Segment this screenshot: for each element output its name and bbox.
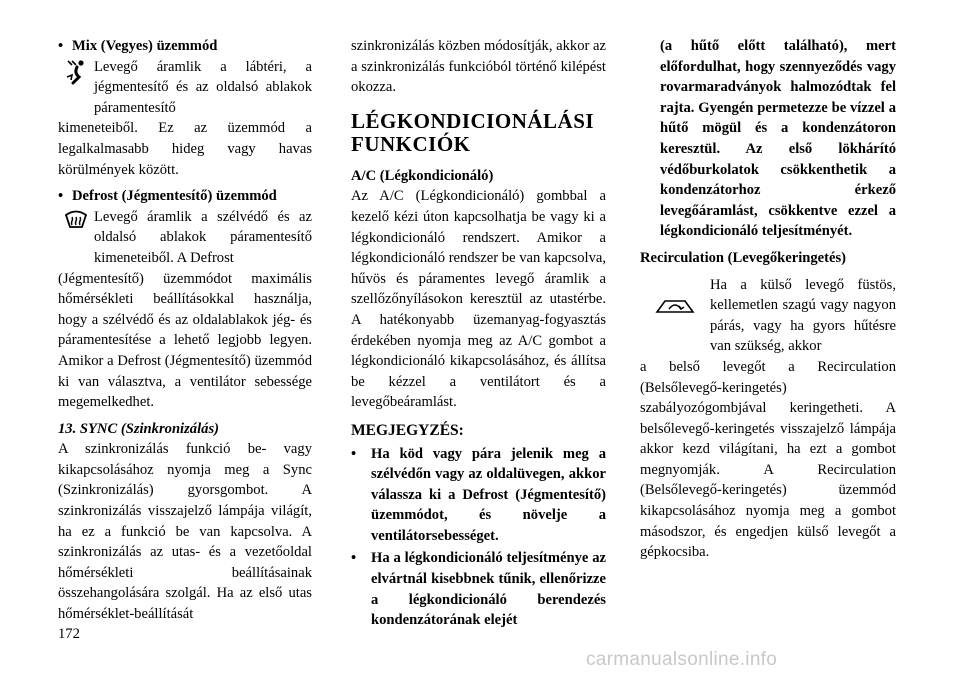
bullet: • (58, 38, 64, 54)
recirc-heading: Recirculation (Levegőkeringetés) (640, 249, 847, 266)
column-right (640, 36, 896, 563)
mix-text: kimeneteiből. Ez az üzemmód a legalkalmasabb hideg vagy havas körülmények között. (58, 120, 312, 178)
defrost-paragraph (58, 207, 312, 269)
note-item-1 (351, 444, 606, 547)
ac-text: Az A/C (Légkondicionáló) gombbal a kezelő kézi úton kapcsolhatja be vagy ki a légkondicionáló rendszert. Amikor a légkondicionáló rendszer be van kapcsolva, hűvös és páramentes levegő áramlik a szellőzőnyílásokon keresztül az utastérbe. A hatékonyabb üzemanyag-fogyasztás érdekében nyomja meg az A/C gombot a légkondicionáló kikapcsolásához, és állítsa be kézzel a ventilátort és a levegőbeáramlást. (351, 188, 606, 411)
note-item-2 (351, 548, 606, 630)
mix-text-indented: Levegő áramlik a lábtéri, a jégmentesítő és az oldalsó ablakok páramentesítő (94, 58, 312, 116)
page-number: 172 (58, 626, 80, 642)
recirc-paragraph (640, 275, 896, 357)
defrost-text: (Jégmentesítő) üzemmódot maximális hőmérsékleti beállításokkal használja, hogy a szélvédő és az oldalablakok jég- és páramentesítése a lehető legjobb legyen. Amikor a Defrost (Jégmentesítő) üzemmód ki van választva, a ventilátor sebessége megemelkedhet. (58, 270, 312, 411)
bullet: • (351, 445, 357, 462)
note-heading: MEGJEGYZÉS: (351, 421, 464, 439)
mix-paragraph (58, 57, 312, 119)
note-text-1: Ha köd vagy pára jelenik meg a szélvédőn vagy az oldalüvegen, akkor válassza ki a Defrost (Jégmentesítő) üzemmódot, és növelje a ventilátorsebességet. (371, 445, 606, 544)
defrost-text-indented: Levegő áramlik a szélvédő és az oldalsó ablakok páramentesítő kimeneteiből. A Defrost (94, 208, 312, 266)
section-title: LÉGKONDICIONÁLÁSI FUNKCIÓK (351, 108, 595, 156)
sync-heading: 13. SYNC (Szinkronizálás) (58, 420, 219, 437)
recirc-text: a belső levegőt a Recirculation (Belsőlevegő-keringetés) szabályozógombjával keringetheti. A belsőlevegő-keringetés visszajelző lámpája akkor kezd világítani, ha ezt a gombot megnyomják. A Recirculation (Belsőlevegő-keringetés) üzemmód kikapcsolásához nyomja meg a gombot másodszor, és engedjen külső levegőt a gépkocsiba. (640, 358, 896, 561)
column-middle (351, 36, 606, 631)
ac-heading: A/C (Légkondicionáló) (351, 167, 494, 184)
recirc-text-indented: Ha a külső levegő füstös, kellemetlen szagú vagy nagyon párás, vagy ha gyors hűtésre van szükség, akkor (710, 276, 896, 355)
sync-text: A szinkronizálás funkció be- vagy kikapcsolásához nyomja meg a Sync (Szinkronizálás) gyorsgombot. A szinkronizálás visszajelző lámpája világít, ha ez a funkció be van kapcsolva. A szinkronizálás az utas- és a vezetőoldal hőmérsékleti beállításainak összehangolására szolgál. Ha az első utas hőmérséklet-beállítását (58, 441, 312, 623)
watermark: carmanualsonline.info (586, 649, 778, 670)
defrost-icon (58, 207, 94, 249)
mix-heading: Mix (Vegyes) üzemmód (72, 38, 218, 54)
column-left (58, 36, 312, 625)
note-text-2-continued: (a hűtő előtt található), mert előfordulhat, hogy szennyeződés vagy rovarmaradványok halmozódtak fel rajta. Gyengén permetezze be vízzel a hűtő mögül és a kondenzátoron keresztül. Az első lökhárító védőburkolatok csökkenthetik a kondenzátorhoz érkező levegőáramlást, csökkentve ezzel a légkondicionáló teljesítményét. (660, 38, 896, 240)
note-text-2: Ha a légkondicionáló teljesítménye az elvártnál kisebbnek tűnik, ellenőrizze a légkondicionáló berendezés kondenzátorának elejét (371, 550, 606, 629)
recirculation-icon (640, 275, 710, 357)
defrost-heading-row (58, 186, 312, 207)
sync-text-continued: szinkronizálás közben módosítják, akkor az a szinkronizálás funkcióból történő kilépést okozza. (351, 38, 606, 96)
bullet: • (351, 550, 357, 567)
mix-heading-row (58, 36, 312, 57)
bullet: • (58, 188, 64, 205)
defrost-heading: Defrost (Jégmentesítő) üzemmód (72, 188, 277, 205)
mix-mode-icon (58, 57, 94, 99)
